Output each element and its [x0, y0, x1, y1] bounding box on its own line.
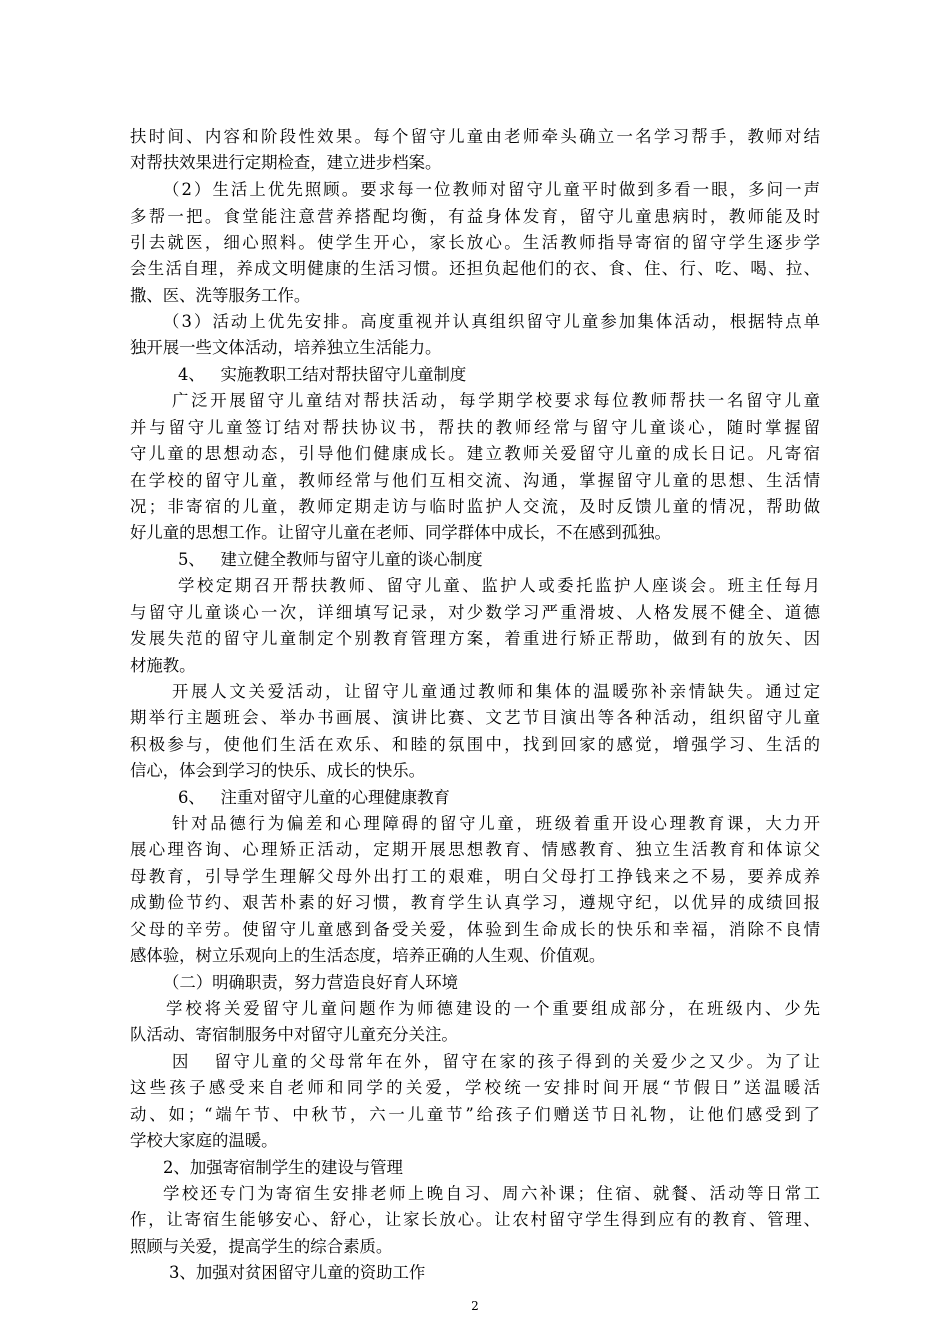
section-heading: 5、 建立健全教师与留守儿童的谈心制度 — [178, 550, 483, 569]
page-number: 2 — [471, 1299, 479, 1313]
body-text-line: 期举行主题班会、举办书画展、演讲比赛、文艺节目演出等各种活动，组织留守儿童 — [130, 708, 820, 727]
section-heading: 2、加强寄宿制学生的建设与管理 — [163, 1158, 403, 1177]
body-text-line: 广泛开展留守儿童结对帮扶活动，每学期学校要求每位教师帮扶一名留守儿童 — [172, 391, 820, 410]
body-text-line: 开展人文关爱活动，让留守儿童通过教师和集体的温暖弥补亲情缺失。通过定 — [172, 682, 820, 701]
body-text-line: 学校定期召开帮扶教师、留守儿童、监护人或委托监护人座谈会。班主任每月 — [178, 576, 820, 595]
body-text-line: 母教育，引导学生理解父母外出打工的艰难，明白父母打工挣钱来之不易，要养成养 — [130, 867, 820, 886]
body-text-line: 好儿童的思想工作。让留守儿童在老师、同学群体中成长，不在感到孤独。 — [130, 523, 671, 542]
body-text-line: 守儿童的思想动态，引导他们健康成长。建立教师关爱留守儿童的成长日记。凡寄宿 — [130, 444, 820, 463]
section-heading: 4、 实施教职工结对帮扶留守儿童制度 — [178, 365, 467, 384]
body-text-line: 多帮一把。食堂能注意营养搭配均衡，有益身体发育，留守儿童患病时，教师能及时 — [130, 207, 820, 226]
body-text-line: 扶时间、内容和阶段性效果。每个留守儿童由老师牵头确立一名学习帮手，教师对结 — [130, 127, 820, 146]
body-text-line: 这些孩子感受来自老师和同学的关爱，学校统一安排时间开展“节假日”送温暖活 — [130, 1078, 820, 1097]
body-text-line: 发展失范的留守儿童制定个别教育管理方案，着重进行矫正帮助，做到有的放矢、因 — [130, 629, 820, 648]
body-text-line: 队活动、寄宿制服务中对留守儿童充分关注。 — [130, 1025, 458, 1044]
section-heading: 6、 注重对留守儿童的心理健康教育 — [178, 788, 450, 807]
body-text-line: 材施教。 — [130, 656, 196, 675]
body-text-line: 因 留守儿童的父母常年在外，留守在家的孩子得到的关爱少之又少。为了让 — [172, 1052, 820, 1071]
body-text-line: 在学校的留守儿童，教师经常与他们互相交流、沟通，掌握留守儿童的思想、生活情 — [130, 471, 820, 490]
body-text-line: 会生活自理，养成文明健康的生活习惯。还担负起他们的衣、食、住、行、吃、喝、拉、 — [130, 259, 820, 278]
body-text-line: 学校大家庭的温暖。 — [130, 1131, 278, 1150]
body-text-line: 照顾与关爱，提高学生的综合素质。 — [130, 1237, 393, 1256]
body-text-line: （2）生活上优先照顾。要求每一位教师对留守儿童平时做到多看一眼，多问一声 — [163, 180, 820, 199]
section-heading: （二）明确职责，努力营造良好育人环境 — [163, 973, 459, 992]
body-text-line: 信心，体会到学习的快乐、成长的快乐。 — [130, 761, 426, 780]
body-text-line: 动、如；“端午节、中秋节，六一儿童节”给孩子们赠送节日礼物，让他们感受到了 — [130, 1105, 820, 1124]
body-text-line: 展心理咨询、心理矫正活动，定期开展思想教育、情感教育、独立生活教育和体谅父 — [130, 840, 820, 859]
body-text-line: 积极参与，使他们生活在欢乐、和睦的氛围中，找到回家的感觉，增强学习、生活的 — [130, 735, 820, 754]
body-text-line: 并与留守儿童签订结对帮扶协议书，帮扶的教师经常与留守儿童谈心，随时掌握留 — [130, 418, 820, 437]
body-text-line: 况；非寄宿的儿童，教师定期走访与临时监护人交流，及时反馈儿童的情况，帮助做 — [130, 497, 820, 516]
body-text-line: 作，让寄宿生能够安心、舒心，让家长放心。让农村留守学生得到应有的教育、管理、 — [130, 1210, 820, 1229]
body-text-line: 成勤俭节约、艰苦朴素的好习惯，教育学生认真学习，遵规守纪，以优异的成绩回报 — [130, 893, 820, 912]
body-text-line: 针对品德行为偏差和心理障碍的留守儿童，班级着重开设心理教育课，大力开 — [172, 814, 820, 833]
body-text-line: （3）活动上优先安排。高度重视并认真组织留守儿童参加集体活动，根据特点单 — [163, 312, 820, 331]
body-text-line: 撒、医、洗等服务工作。 — [130, 286, 311, 305]
body-text-line: 引去就医，细心照料。使学生开心，家长放心。生活教师指导寄宿的留守学生逐步学 — [130, 233, 820, 252]
body-text-line: 独开展一些文体活动，培养独立生活能力。 — [130, 338, 442, 357]
body-text-line: 对帮扶效果进行定期检查，建立进步档案。 — [130, 153, 442, 172]
body-text-line: 学校还专门为寄宿生安排老师上晚自习、周六补课；住宿、就餐、活动等日常工 — [163, 1184, 820, 1203]
body-text-line: 学校将关爱留守儿童问题作为师德建设的一个重要组成部分，在班级内、少先 — [166, 999, 820, 1018]
body-text-line: 父母的辛劳。使留守儿童感到备受关爱，体验到生命成长的快乐和幸福，消除不良情 — [130, 920, 820, 939]
section-heading: 3、加强对贫困留守儿童的资助工作 — [169, 1263, 426, 1282]
body-text-line: 感体验，树立乐观向上的生活态度，培养正确的人生观、价值观。 — [130, 946, 606, 965]
body-text-line: 与留守儿童谈心一次，详细填写记录，对少数学习严重滑坡、人格发展不健全、道德 — [130, 603, 820, 622]
